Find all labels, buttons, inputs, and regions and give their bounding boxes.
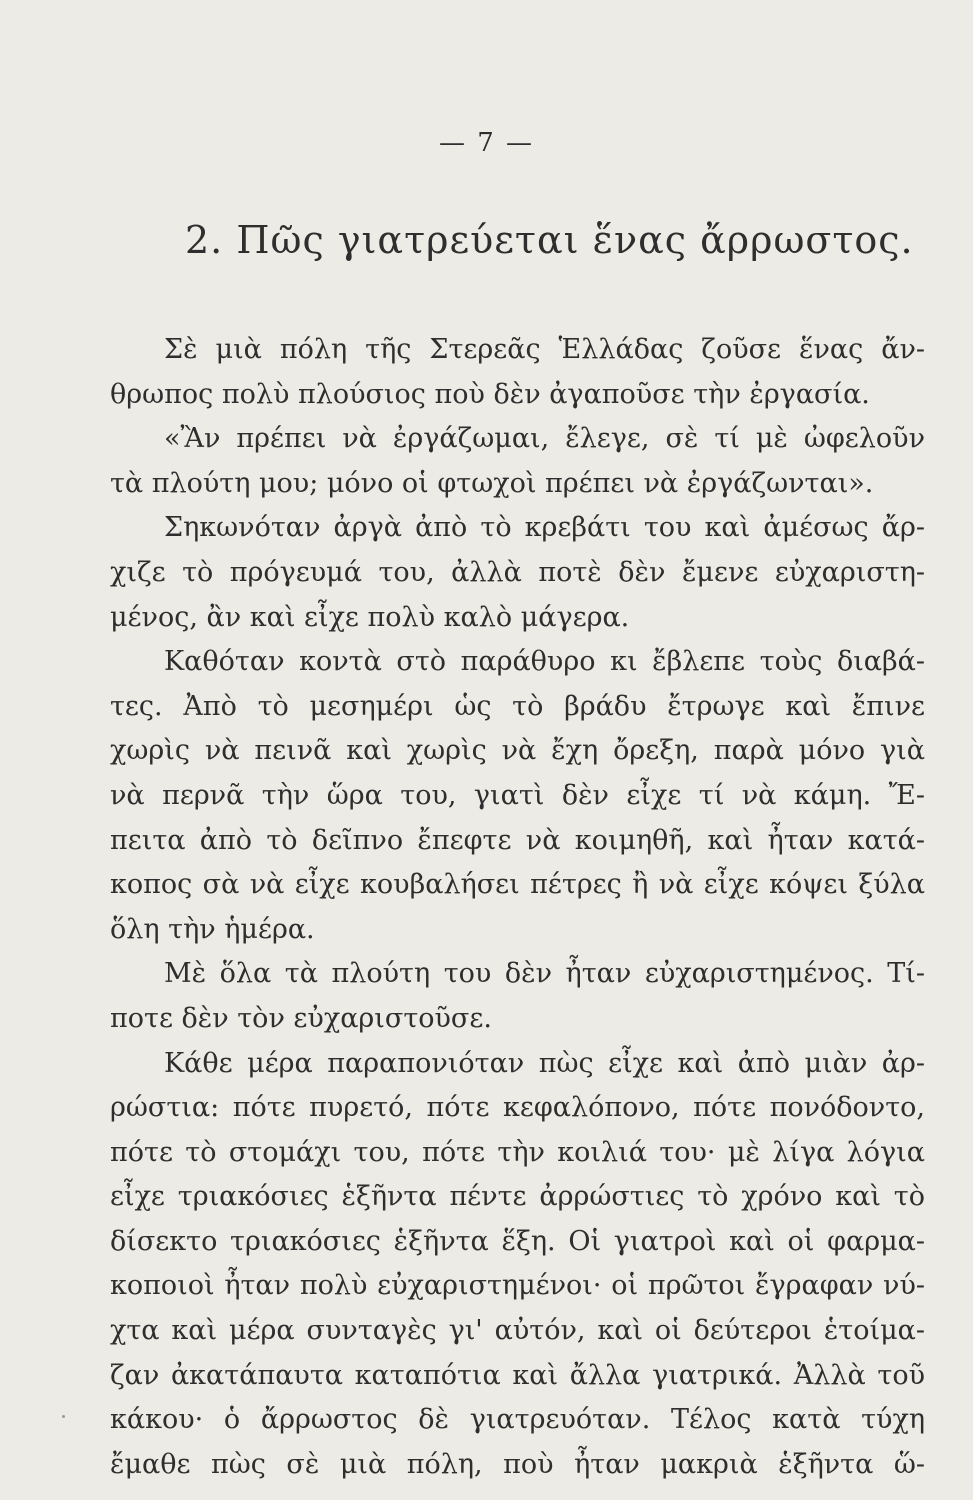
text-line: μένος, ἂν καὶ εἶχε πολὺ καλὸ μάγερα.: [110, 601, 630, 633]
text-line: τες. Ἀπὸ τὸ μεσημέρι ὡς τὸ βράδυ ἔτρωγε καὶ ἔπινε: [110, 690, 925, 722]
text-line: Σὲ μιὰ πόλη τῆς Στερεᾶς Ἑλλάδας ζοῦσε ἕνας ἄν-: [164, 334, 925, 365]
text-line: πότε τὸ στομάχι του, πότε τὴν κοιλιά του· μὲ λίγα λόγια: [110, 1136, 925, 1168]
text-line: πειτα ἀπὸ τὸ δεῖπνο ἔπεφτε νὰ κοιμηθῆ, καὶ ἦταν κατά-: [110, 824, 925, 856]
text-line: ζαν ἀκατάπαυτα καταπότια καὶ ἄλλα γιατρικά. Ἀλλὰ τοῦ: [110, 1359, 925, 1391]
page-number: — 7 —: [438, 128, 535, 158]
text-line: χτα καὶ μέρα συνταγὲς γι' αὐτόν, καὶ οἱ δεύτεροι ἑτοίμα-: [110, 1315, 925, 1347]
text-line: «Ἂν πρέπει νὰ ἐργάζωμαι, ἔλεγε, σὲ τί μὲ ὠφελοῦν: [164, 423, 925, 455]
chapter-title: 2. Πῶς γιατρεύεται ἕνας ἄρρωστος.: [185, 218, 914, 262]
text-line: ρώστια: πότε πυρετό, πότε κεφαλόπονο, πότε πονόδοντο,: [110, 1092, 925, 1124]
text-line: Μὲ ὅλα τὰ πλούτη του δὲν ἦταν εὐχαριστημένος. Τί-: [164, 958, 925, 990]
text-line: κοποιοὶ ἦταν πολὺ εὐχαριστημένοι· οἱ πρῶτοι ἔγραφαν νύ-: [110, 1270, 925, 1302]
text-line: Σηκωνόταν ἀργὰ ἀπὸ τὸ κρεβάτι του καὶ ἀμέσως ἄρ-: [164, 512, 925, 544]
text-line: κοπος σὰ νὰ εἶχε κουβαλήσει πέτρες ἢ νὰ εἶχε κόψει ξύλα: [110, 869, 925, 901]
text-line: νὰ περνᾶ τὴν ὥρα του, γιατὶ δὲν εἶχε τί νὰ κάμη. Ἔ-: [110, 779, 925, 811]
text-line: Καθόταν κοντὰ στὸ παράθυρο κι ἔβλεπε τοὺς διαβά-: [164, 646, 925, 678]
text-line: Κάθε μέρα παραπονιόταν πὼς εἶχε καὶ ἀπὸ μιὰν ἀρ-: [164, 1047, 925, 1079]
text-line: ὅλη τὴν ἡμέρα.: [110, 913, 315, 945]
text-line: τὰ πλούτη μου; μόνο οἱ φτωχοὶ πρέπει νὰ ἐργάζωνται».: [110, 467, 874, 499]
text-line: δίσεκτο τριακόσιες ἑξῆντα ἕξη. Οἱ γιατροὶ καὶ οἱ φαρμα-: [110, 1225, 925, 1257]
text-line: χιζε τὸ πρόγευμά του, ἀλλὰ ποτὲ δὲν ἔμενε εὐχαριστη-: [110, 556, 925, 588]
body-text: [110, 328, 925, 1487]
text-line: κάκου· ὁ ἄρρωστος δὲ γιατρευόταν. Τέλος κατὰ τύχη: [110, 1404, 925, 1436]
paper-speck: [62, 1415, 65, 1418]
text-line: χωρὶς νὰ πεινᾶ καὶ χωρὶς νὰ ἔχη ὄρεξη, παρὰ μόνο γιὰ: [110, 735, 925, 767]
text-line: θρωπος πολὺ πλούσιος ποὺ δὲν ἀγαποῦσε τὴν ἐργασία.: [110, 378, 870, 410]
text-line: ἔμαθε πὼς σὲ μιὰ πόλη, ποὺ ἦταν μακριὰ ἑξῆντα ὥ-: [110, 1448, 925, 1480]
text-line: ποτε δὲν τὸν εὐχαριστοῦσε.: [110, 1002, 492, 1034]
text-line: εἶχε τριακόσιες ἑξῆντα πέντε ἀρρώστιες τὸ χρόνο καὶ τὸ: [110, 1181, 925, 1213]
